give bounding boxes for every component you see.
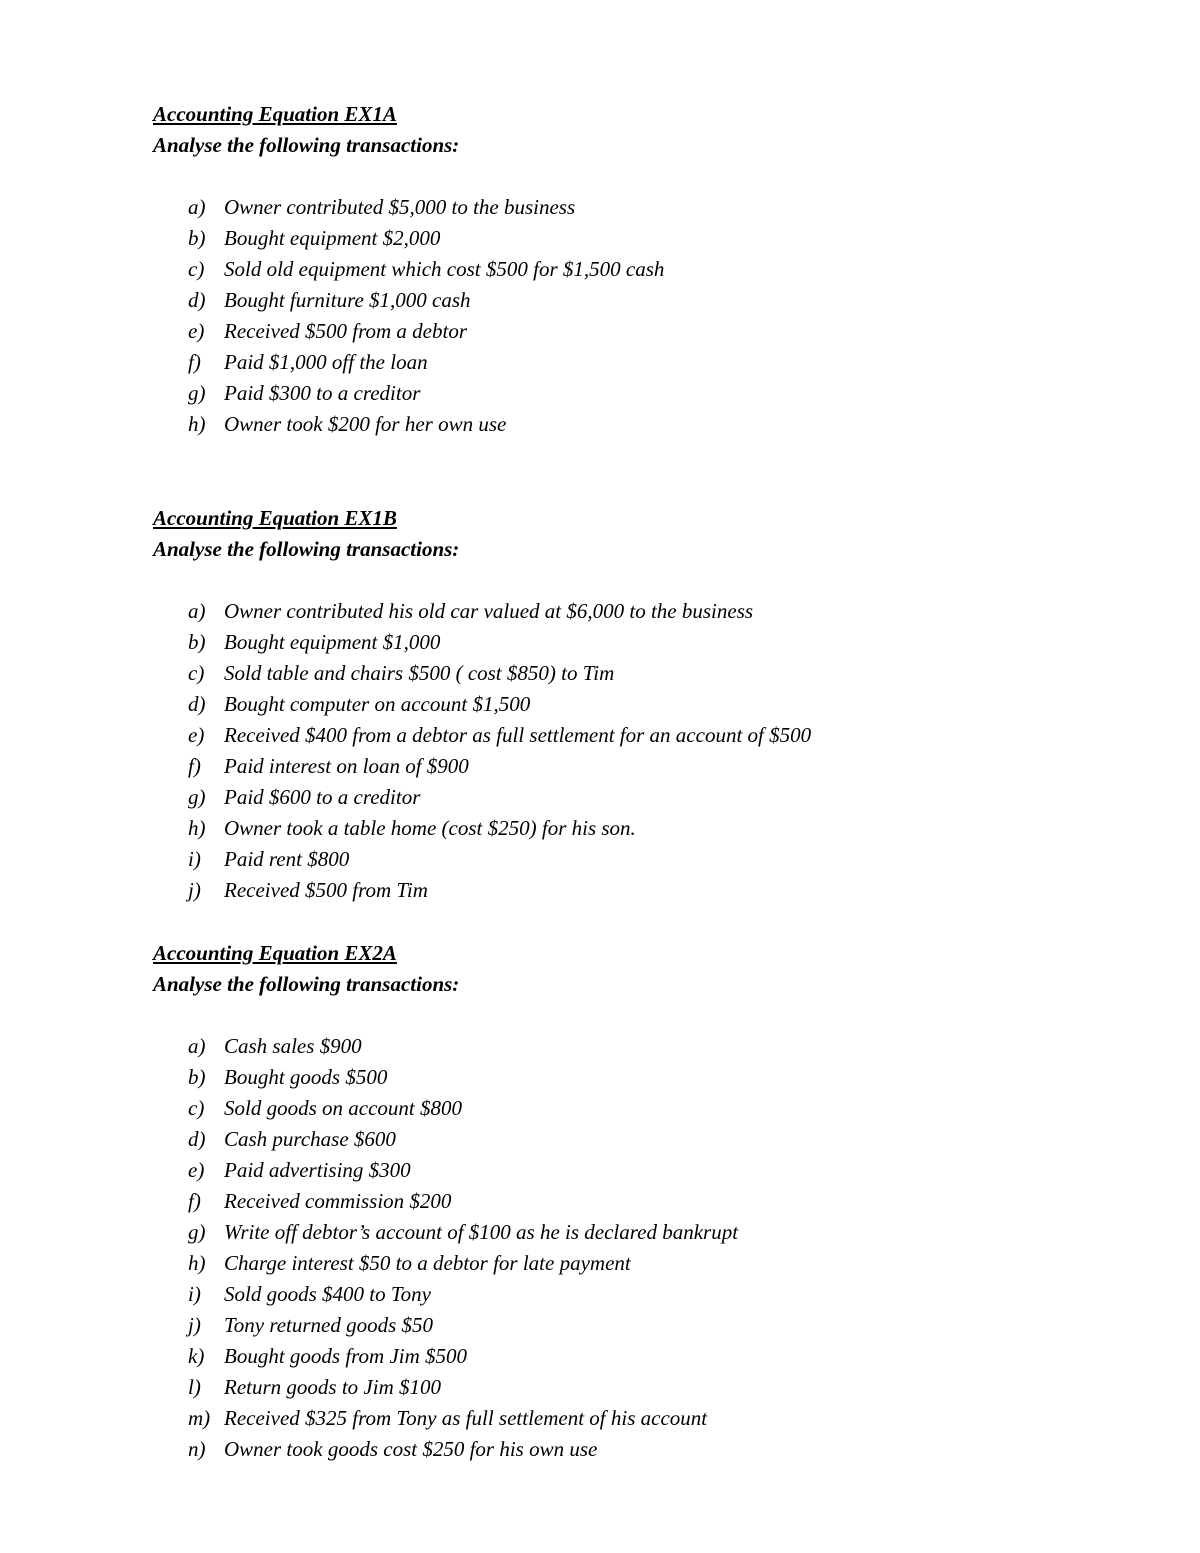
- list-item-marker: e): [188, 723, 205, 747]
- list-item-text: Return goods to Jim $100: [224, 1375, 441, 1399]
- list-item-marker: f): [188, 754, 201, 778]
- list-item: [153, 1186, 1053, 1217]
- list-item: [153, 192, 1053, 223]
- list-item-marker: i): [188, 847, 201, 871]
- list-item-text: Paid $1,000 off the loan: [224, 350, 428, 374]
- list-item: [153, 782, 1053, 813]
- list-item: [153, 347, 1053, 378]
- list-item-marker: h): [188, 412, 206, 436]
- list-item-marker: j): [188, 1313, 201, 1337]
- transaction-list: [153, 596, 1053, 906]
- list-item-marker: g): [188, 785, 206, 809]
- section-ex1b: [153, 503, 1053, 906]
- list-item-marker: k): [188, 1344, 205, 1368]
- list-item-marker: d): [188, 1127, 206, 1151]
- section-subtitle: Analyse the following transactions:: [153, 537, 460, 561]
- list-item-text: Tony returned goods $50: [224, 1313, 434, 1337]
- list-item-text: Owner contributed $5,000 to the business: [224, 195, 576, 219]
- list-item: [153, 1310, 1053, 1341]
- list-item-marker: m): [188, 1406, 211, 1430]
- list-item-text: Paid advertising $300: [224, 1158, 411, 1182]
- list-item-marker: h): [188, 1251, 206, 1275]
- list-item-marker: a): [188, 1034, 206, 1058]
- list-item-text: Received $500 from Tim: [224, 878, 428, 902]
- list-item-marker: c): [188, 257, 205, 281]
- list-item-text: Paid rent $800: [224, 847, 350, 871]
- list-item-marker: b): [188, 630, 206, 654]
- list-item-marker: a): [188, 599, 206, 623]
- list-item: [153, 316, 1053, 347]
- transaction-list: [153, 1031, 1053, 1465]
- list-item: [153, 1217, 1053, 1248]
- list-item-marker: d): [188, 692, 206, 716]
- list-item: [153, 254, 1053, 285]
- list-item: [153, 844, 1053, 875]
- list-item-text: Owner contributed his old car valued at $6,000 to the business: [224, 599, 754, 623]
- list-item-text: Owner took $200 for her own use: [224, 412, 507, 436]
- list-item-text: Sold old equipment which cost $500 for $1,500 cash: [224, 257, 665, 281]
- list-item: [153, 1279, 1053, 1310]
- list-item-marker: n): [188, 1437, 206, 1461]
- section-ex1a: [153, 99, 1053, 440]
- section-subtitle: Analyse the following transactions:: [153, 133, 460, 157]
- section-title: Accounting Equation EX1B: [153, 506, 397, 530]
- list-item-text: Owner took goods cost $250 for his own use: [224, 1437, 598, 1461]
- list-item: [153, 627, 1053, 658]
- list-item-marker: i): [188, 1282, 201, 1306]
- list-item: [153, 720, 1053, 751]
- section-title: Accounting Equation EX1A: [153, 102, 397, 126]
- list-item-text: Cash purchase $600: [224, 1127, 396, 1151]
- list-item-text: Sold table and chairs $500 ( cost $850) to Tim: [224, 661, 615, 685]
- list-item: [153, 689, 1053, 720]
- list-item-text: Bought equipment $1,000: [224, 630, 441, 654]
- list-item: [153, 1434, 1053, 1465]
- list-item: [153, 596, 1053, 627]
- list-item-text: Sold goods $400 to Tony: [224, 1282, 431, 1306]
- list-item-text: Write off debtor’s account of $100 as he is declared bankrupt: [224, 1220, 739, 1244]
- list-item-marker: f): [188, 350, 201, 374]
- list-item-marker: f): [188, 1189, 201, 1213]
- list-item: [153, 658, 1053, 689]
- list-item: [153, 409, 1053, 440]
- section-ex2a: [153, 938, 1053, 1465]
- list-item: [153, 378, 1053, 409]
- list-item-marker: g): [188, 381, 206, 405]
- list-item: [153, 1248, 1053, 1279]
- list-item-marker: c): [188, 661, 205, 685]
- list-item-marker: b): [188, 226, 206, 250]
- list-item: [153, 813, 1053, 844]
- list-item-text: Bought goods $500: [224, 1065, 388, 1089]
- list-item-text: Bought computer on account $1,500: [224, 692, 531, 716]
- list-item-marker: c): [188, 1096, 205, 1120]
- list-item: [153, 1403, 1053, 1434]
- list-item-text: Bought equipment $2,000: [224, 226, 441, 250]
- list-item: [153, 1155, 1053, 1186]
- list-item: [153, 223, 1053, 254]
- list-item-marker: e): [188, 319, 205, 343]
- list-item-text: Paid $300 to a creditor: [224, 381, 421, 405]
- list-item-text: Paid $600 to a creditor: [224, 785, 421, 809]
- section-title: Accounting Equation EX2A: [153, 941, 397, 965]
- list-item: [153, 1031, 1053, 1062]
- list-item: [153, 1341, 1053, 1372]
- list-item: [153, 875, 1053, 906]
- list-item-text: Received $400 from a debtor as full settlement for an account of $500: [224, 723, 812, 747]
- list-item-marker: d): [188, 288, 206, 312]
- list-item-marker: g): [188, 1220, 206, 1244]
- list-item-text: Received $500 from a debtor: [224, 319, 467, 343]
- list-item: [153, 751, 1053, 782]
- list-item: [153, 285, 1053, 316]
- list-item: [153, 1093, 1053, 1124]
- list-item-marker: l): [188, 1375, 201, 1399]
- list-item-text: Sold goods on account $800: [224, 1096, 462, 1120]
- list-item-marker: j): [188, 878, 201, 902]
- list-item-text: Charge interest $50 to a debtor for late payment: [224, 1251, 631, 1275]
- list-item: [153, 1062, 1053, 1093]
- list-item-marker: b): [188, 1065, 206, 1089]
- transaction-list: [153, 192, 1053, 440]
- list-item-text: Received $325 from Tony as full settlement of his account: [224, 1406, 708, 1430]
- list-item-text: Bought furniture $1,000 cash: [224, 288, 471, 312]
- list-item: [153, 1372, 1053, 1403]
- list-item-text: Bought goods from Jim $500: [224, 1344, 468, 1368]
- section-subtitle: Analyse the following transactions:: [153, 972, 460, 996]
- list-item-text: Paid interest on loan of $900: [224, 754, 469, 778]
- list-item-marker: h): [188, 816, 206, 840]
- list-item-text: Received commission $200: [224, 1189, 452, 1213]
- list-item-marker: e): [188, 1158, 205, 1182]
- list-item-marker: a): [188, 195, 206, 219]
- list-item-text: Cash sales $900: [224, 1034, 362, 1058]
- list-item: [153, 1124, 1053, 1155]
- list-item-text: Owner took a table home (cost $250) for his son.: [224, 816, 636, 840]
